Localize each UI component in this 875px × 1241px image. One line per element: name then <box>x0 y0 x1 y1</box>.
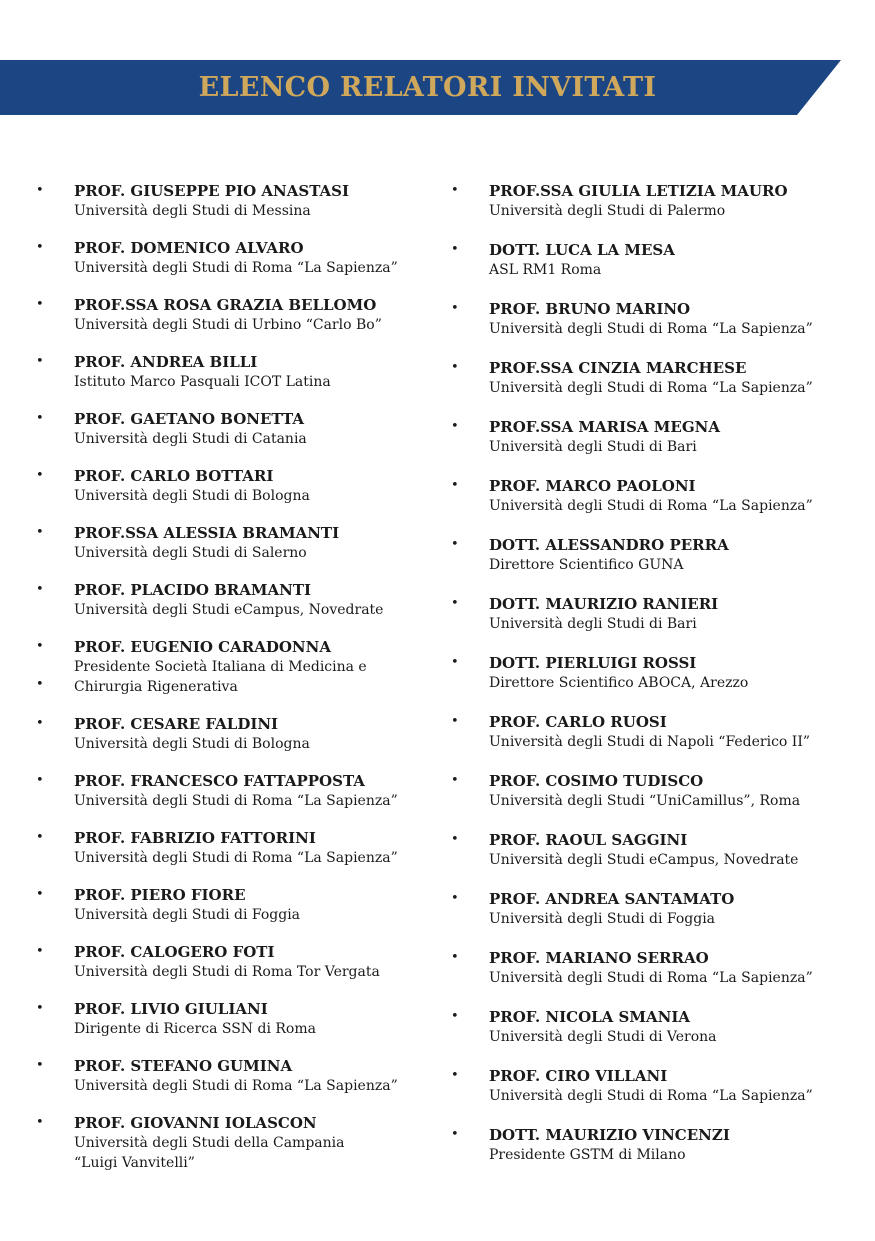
bullet-icon: • <box>36 354 44 369</box>
speaker-name: PROF. CESARE FALDINI <box>74 715 279 733</box>
speaker-entry <box>36 1113 436 1173</box>
bullet-icon: • <box>36 183 44 198</box>
speaker-name: PROF. COSIMO TUDISCO <box>489 772 704 790</box>
speaker-entry <box>451 712 871 752</box>
speaker-name: DOTT. ALESSANDRO PERRA <box>489 536 729 554</box>
speaker-entry <box>36 999 436 1039</box>
speaker-affiliation: Università degli Studi di Roma “La Sapienza” <box>74 1078 398 1094</box>
bullet-icon: • <box>36 677 44 692</box>
speaker-affiliation: Università degli Studi di Roma “La Sapienza” <box>489 380 813 396</box>
speaker-affiliation: Università degli Studi di Bologna <box>74 488 310 504</box>
speaker-affiliation: Università degli Studi di Roma “La Sapienza” <box>74 793 398 809</box>
speaker-affiliation: Istituto Marco Pasquali ICOT Latina <box>74 374 331 390</box>
speaker-name: PROF. GIOVANNI IOLASCON <box>74 1114 317 1132</box>
speaker-name: DOTT. MAURIZIO RANIERI <box>489 595 719 613</box>
speaker-entry <box>451 594 871 634</box>
speaker-affiliation: Università degli Studi eCampus, Novedrate <box>489 852 799 868</box>
speaker-affiliation: Università degli Studi di Napoli “Federico II” <box>489 734 811 750</box>
speaker-affiliation: Università degli Studi di Bari <box>489 616 697 632</box>
speaker-entry <box>36 771 436 811</box>
bullet-icon: • <box>36 297 44 312</box>
speaker-entry <box>451 240 871 280</box>
bullet-icon: • <box>451 301 459 316</box>
speaker-entry <box>451 771 871 811</box>
bullet-icon: • <box>36 944 44 959</box>
speaker-entry <box>36 466 436 506</box>
speaker-entry <box>36 352 436 392</box>
speaker-affiliation: Presidente Società Italiana di Medicina e Chirurgia Rigenerativa <box>74 659 367 695</box>
bullet-icon: • <box>36 1115 44 1130</box>
speaker-entry <box>36 181 436 221</box>
speaker-entry <box>36 409 436 449</box>
speaker-name: PROF. STEFANO GUMINA <box>74 1057 293 1075</box>
speaker-affiliation: Università degli Studi di Roma “La Sapienza” <box>489 970 813 986</box>
speaker-affiliation: Presidente GSTM di Milano <box>489 1147 686 1163</box>
speaker-entry <box>451 889 871 929</box>
speaker-name: PROF. LIVIO GIULIANI <box>74 1000 268 1018</box>
speaker-entry <box>451 476 871 516</box>
bullet-icon: • <box>451 832 459 847</box>
bullet-icon: • <box>451 537 459 552</box>
speaker-entry <box>451 1066 871 1106</box>
speaker-affiliation: Università degli Studi di Roma “La Sapienza” <box>489 498 813 514</box>
speaker-entry <box>451 358 871 398</box>
speaker-affiliation: Università degli Studi di Bari <box>489 439 697 455</box>
speaker-name: PROF.SSA CINZIA MARCHESE <box>489 359 747 377</box>
speaker-entry <box>451 181 871 221</box>
speaker-name: DOTT. LUCA LA MESA <box>489 241 675 259</box>
speaker-entry <box>451 1007 871 1047</box>
bullet-icon: • <box>36 887 44 902</box>
bullet-icon: • <box>451 1127 459 1142</box>
bullet-icon: • <box>451 419 459 434</box>
speaker-name: PROF. PIERO FIORE <box>74 886 246 904</box>
speaker-name: PROF. MARIANO SERRAO <box>489 949 709 967</box>
speaker-name: PROF. FRANCESCO FATTAPPOSTA <box>74 772 365 790</box>
speaker-list-right <box>451 181 871 1184</box>
speaker-name: PROF. ANDREA BILLI <box>74 353 258 371</box>
bullet-icon: • <box>451 596 459 611</box>
speaker-affiliation: Università degli Studi di Foggia <box>489 911 716 927</box>
speaker-name: DOTT. MAURIZIO VINCENZI <box>489 1126 730 1144</box>
bullet-icon: • <box>36 639 44 654</box>
speaker-entry <box>36 637 436 697</box>
bullet-icon: • <box>36 1058 44 1073</box>
speaker-affiliation: Università degli Studi di Bologna <box>74 736 310 752</box>
speaker-name: PROF.SSA MARISA MEGNA <box>489 418 720 436</box>
bullet-icon: • <box>451 773 459 788</box>
bullet-icon: • <box>36 240 44 255</box>
speaker-name: PROF. GAETANO BONETTA <box>74 410 305 428</box>
speaker-affiliation: Università degli Studi di Roma “La Sapienza” <box>489 321 813 337</box>
speaker-affiliation: Università degli Studi di Roma “La Sapienza” <box>74 260 398 276</box>
speaker-entry <box>36 942 436 982</box>
bullet-icon: • <box>36 525 44 540</box>
speaker-name: PROF. GIUSEPPE PIO ANASTASI <box>74 182 350 200</box>
speaker-entry <box>451 830 871 870</box>
bullet-icon: • <box>451 714 459 729</box>
speaker-entry <box>451 653 871 693</box>
speaker-name: PROF.SSA GIULIA LETIZIA MAURO <box>489 182 788 200</box>
speaker-name: PROF. CIRO VILLANI <box>489 1067 668 1085</box>
speaker-name: PROF. ANDREA SANTAMATO <box>489 890 735 908</box>
speaker-name: PROF. EUGENIO CARADONNA <box>74 638 331 656</box>
speaker-name: PROF. RAOUL SAGGINI <box>489 831 688 849</box>
bullet-icon: • <box>36 830 44 845</box>
speaker-name: PROF. CALOGERO FOTI <box>74 943 275 961</box>
speaker-affiliation: Direttore Scientifico GUNA <box>489 557 684 573</box>
speaker-entry <box>36 295 436 335</box>
speaker-entry <box>451 417 871 457</box>
speaker-entry <box>36 714 436 754</box>
speaker-entry <box>36 238 436 278</box>
speaker-affiliation: Direttore Scientifico ABOCA, Arezzo <box>489 675 749 691</box>
speaker-name: PROF.SSA ALESSIA BRAMANTI <box>74 524 340 542</box>
speaker-affiliation: Università degli Studi di Catania <box>74 431 307 447</box>
speaker-affiliation: Università degli Studi di Messina <box>74 203 311 219</box>
bullet-icon: • <box>451 1068 459 1083</box>
speaker-affiliation: Università degli Studi di Foggia <box>74 907 301 923</box>
speaker-entry <box>36 885 436 925</box>
bullet-icon: • <box>451 891 459 906</box>
bullet-icon: • <box>451 478 459 493</box>
speaker-affiliation: Università degli Studi di Roma Tor Vergata <box>74 964 380 980</box>
speaker-affiliation: Università degli Studi eCampus, Novedrate <box>74 602 384 618</box>
bullet-icon: • <box>36 468 44 483</box>
speaker-affiliation: Università degli Studi di Urbino “Carlo Bo” <box>74 317 382 333</box>
bullet-icon: • <box>451 360 459 375</box>
title-banner <box>0 60 841 115</box>
speaker-entry <box>451 1125 871 1165</box>
speaker-affiliation: Università degli Studi di Roma “La Sapienza” <box>74 850 398 866</box>
speaker-entry <box>36 1056 436 1096</box>
speaker-name: PROF. CARLO BOTTARI <box>74 467 274 485</box>
speaker-name: PROF. PLACIDO BRAMANTI <box>74 581 312 599</box>
bullet-icon: • <box>36 411 44 426</box>
bullet-icon: • <box>36 1001 44 1016</box>
speaker-affiliation: Università degli Studi di Salerno <box>74 545 307 561</box>
bullet-icon: • <box>451 242 459 257</box>
speaker-affiliation: Università degli Studi di Palermo <box>489 203 726 219</box>
speaker-affiliation: Università degli Studi della Campania “Luigi Vanvitelli” <box>74 1135 345 1171</box>
speaker-affiliation: Università degli Studi di Verona <box>489 1029 717 1045</box>
speaker-name: DOTT. PIERLUIGI ROSSI <box>489 654 697 672</box>
bullet-icon: • <box>451 183 459 198</box>
speaker-name: PROF.SSA ROSA GRAZIA BELLOMO <box>74 296 377 314</box>
speaker-name: PROF. FABRIZIO FATTORINI <box>74 829 316 847</box>
speaker-entry <box>36 580 436 620</box>
speaker-name: PROF. CARLO RUOSI <box>489 713 667 731</box>
speaker-name: PROF. DOMENICO ALVARO <box>74 239 304 257</box>
bullet-icon: • <box>36 773 44 788</box>
speaker-entry <box>36 523 436 563</box>
speaker-entry <box>451 535 871 575</box>
bullet-icon: • <box>451 655 459 670</box>
speaker-entry <box>451 948 871 988</box>
speaker-entry <box>451 299 871 339</box>
speaker-affiliation: Università degli Studi di Roma “La Sapienza” <box>489 1088 813 1104</box>
bullet-icon: • <box>451 1009 459 1024</box>
speaker-name: PROF. BRUNO MARINO <box>489 300 691 318</box>
page-title: ELENCO RELATORI INVITATI <box>198 72 657 103</box>
speaker-affiliation: Dirigente di Ricerca SSN di Roma <box>74 1021 316 1037</box>
bullet-icon: • <box>36 582 44 597</box>
bullet-icon: • <box>36 716 44 731</box>
speaker-affiliation: Università degli Studi “UniCamillus”, Roma <box>489 793 801 809</box>
speaker-list-left <box>36 181 436 1190</box>
speaker-name: PROF. NICOLA SMANIA <box>489 1008 690 1026</box>
speaker-affiliation: ASL RM1 Roma <box>489 262 602 278</box>
bullet-icon: • <box>451 950 459 965</box>
speaker-entry <box>36 828 436 868</box>
speaker-name: PROF. MARCO PAOLONI <box>489 477 696 495</box>
